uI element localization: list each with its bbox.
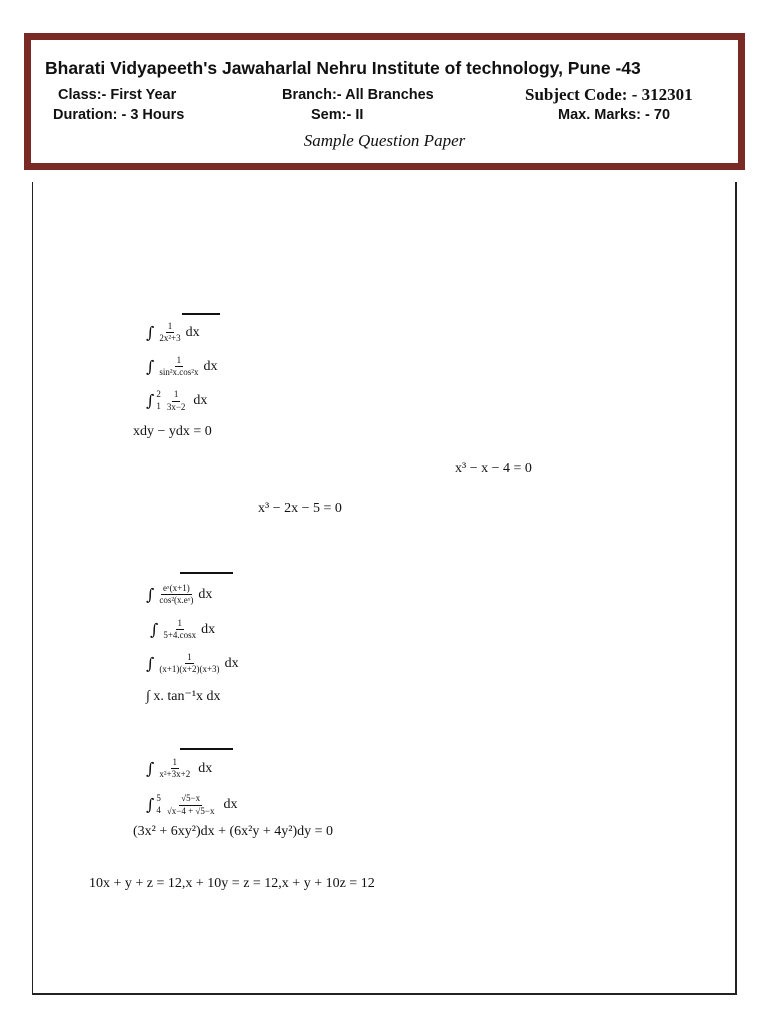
page-border (32, 182, 737, 995)
institute-title: Bharati Vidyapeeth's Jawaharlal Nehru Institute of technology, Pune -43 (45, 58, 641, 78)
sem-label: Sem:- II (311, 107, 364, 123)
header-panel (30, 39, 739, 164)
overline-rule (182, 313, 220, 315)
fraction: $\frac{1}{5+4.\cos x}$ (163, 618, 197, 641)
overline-rule (180, 572, 233, 574)
integral-sign-icon: ∫ (146, 391, 155, 410)
cubic-equation: x³ − 2x − 5 = 0 (258, 501, 342, 516)
definite-integral-expression: ∫ 5 4 $\frac{√5-x}{√x-4 + √5-x}$ dx (146, 793, 238, 816)
integral-limits: 2 1 (156, 389, 161, 412)
fraction: $\frac{\text{eˣ(x+1)}}{\text{cos²(x.eˣ)}}$ (159, 583, 194, 606)
subject-code-label: Subject Code: - 312301 (525, 85, 693, 104)
fraction: $\frac{1}{\text{2x²+3}}$ (159, 321, 181, 344)
integral-sign-icon: ∫ (146, 758, 155, 778)
fraction: $\frac{1}{\text{sin²x.cos²x}}$ (159, 355, 199, 378)
max-marks-label: Max. Marks: - 70 (558, 107, 671, 123)
differential-equation: xdy − ydx = 0 (133, 424, 212, 439)
fraction: $\frac{1}{(x+1)(x+2)(x+3)}$ (159, 652, 220, 675)
integral-expression: ∫ $\frac{1}{\text{sin²x.cos²x}}$ dx (146, 355, 218, 378)
duration-label: Duration: - 3 Hours (53, 107, 185, 123)
integral-sign-icon: ∫ (146, 584, 155, 604)
class-label: Class:- First Year (58, 87, 177, 103)
integral-sign-icon: ∫ (150, 619, 159, 639)
definite-integral-expression: ∫ 2 1 $\frac{1}{3x-2}$ dx (146, 389, 208, 412)
integral-expression: ∫ $\frac{1}{(x+1)(x+2)(x+3)}$ dx (146, 652, 239, 675)
branch-label: Branch:- All Branches (282, 87, 434, 103)
header-banner (24, 33, 745, 170)
integral-limits: 5 4 (156, 793, 161, 816)
linear-system-equations: 10x + y + z = 12,x + 10y = z = 12,x + y + 10z = 12 (89, 876, 375, 891)
integral-expression: ∫ $\frac{1}{5+4.\cos x}$ dx (150, 618, 216, 641)
integral-expression: ∫ $\frac{\text{eˣ(x+1)}}{\text{cos²(x.eˣ)}}$ dx (146, 583, 213, 606)
cubic-equation: x³ − x − 4 = 0 (455, 461, 532, 476)
integral-sign-icon: ∫ (146, 653, 155, 673)
fraction: $\frac{√5-x}{√x-4 + √5-x}$ (166, 793, 215, 816)
integral-expression: ∫ $\frac{1}{\text{2x²+3}}$ dx (146, 321, 200, 344)
sample-paper-label: Sample Question Paper (303, 131, 466, 150)
integral-expression: ∫ $\frac{1}{\text{x²+3x+2}}$ dx (146, 757, 213, 780)
integral-sign-icon: ∫ (146, 795, 155, 814)
integral-sign-icon: ∫ (146, 356, 155, 376)
integral-sign-icon: ∫ (146, 322, 155, 342)
integral-expression: ∫ x. tan⁻¹x dx (146, 689, 221, 704)
fraction: $\frac{1}{3x-2}$ (166, 389, 186, 412)
exact-differential-equation: (3x² + 6xy²)dx + (6x²y + 4y²)dy = 0 (133, 824, 334, 839)
overline-rule (180, 748, 233, 750)
fraction: $\frac{1}{\text{x²+3x+2}}$ (159, 757, 191, 780)
